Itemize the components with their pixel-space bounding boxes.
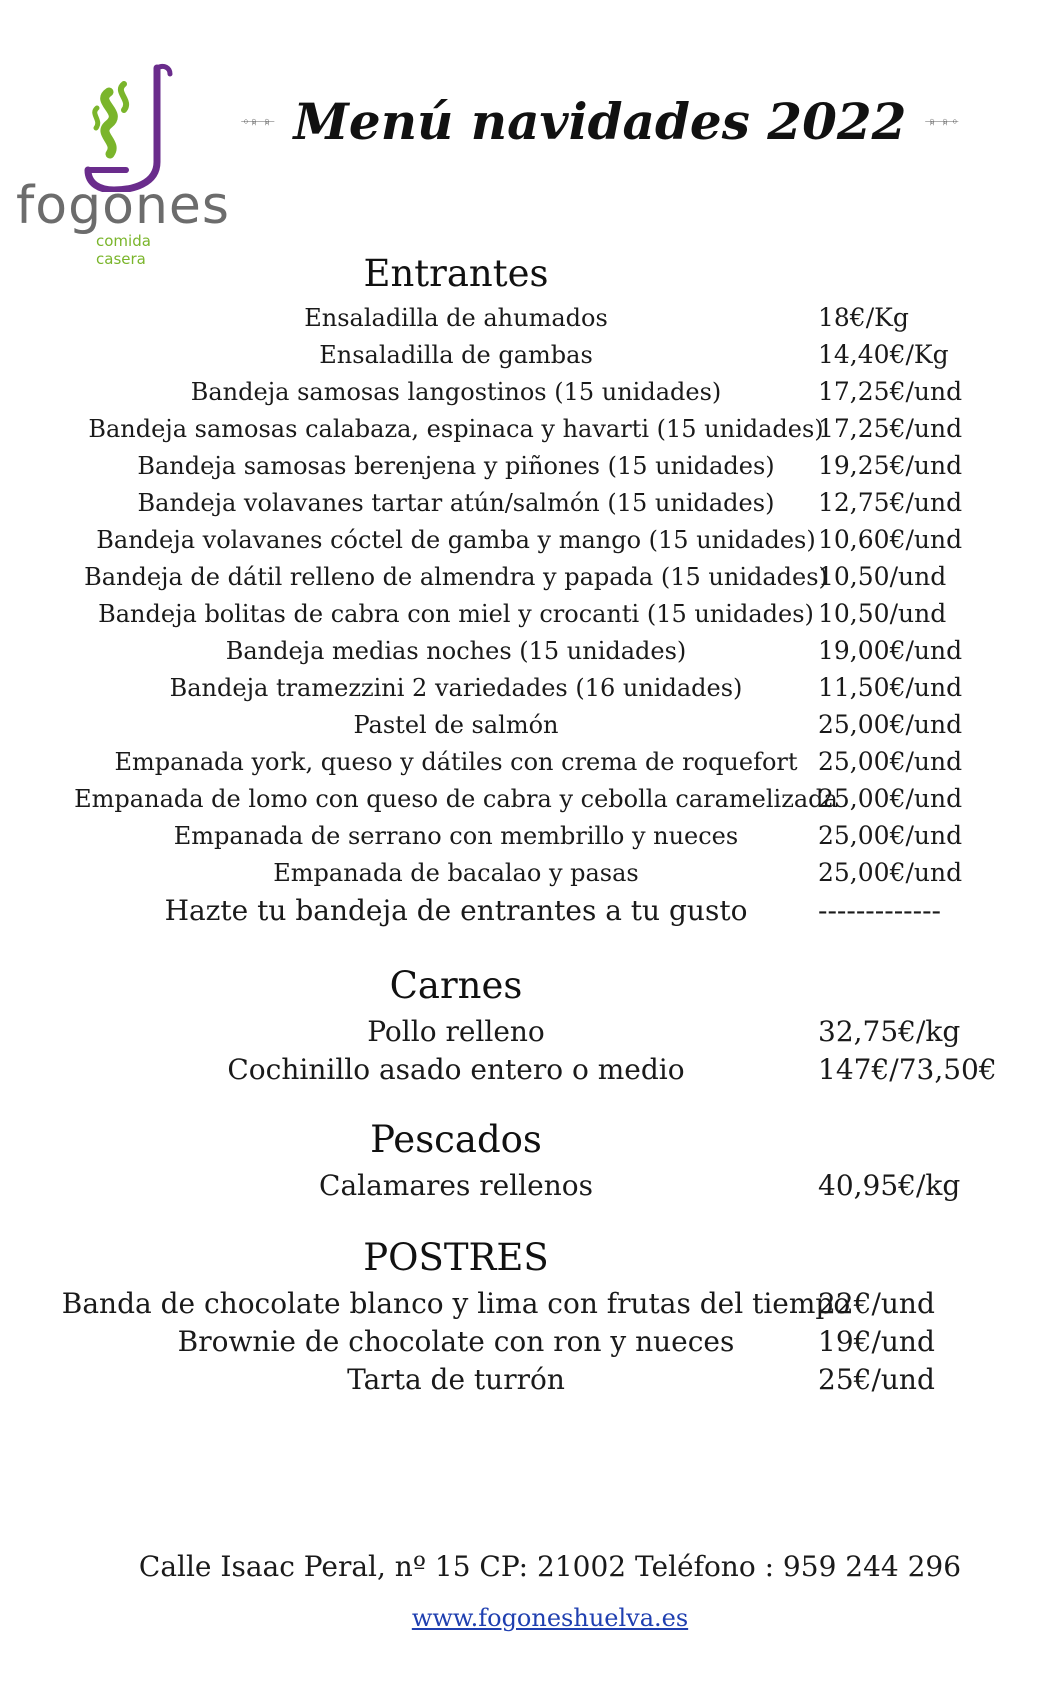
menu-item <box>0 855 1050 891</box>
bow-ornament-icon <box>240 101 276 141</box>
menu-item <box>0 448 1050 484</box>
website-link[interactable]: www.fogoneshuelva.es <box>411 1604 689 1632</box>
footer-address: Calle Isaac Peral, nº 15 CP: 21002 Teléfono : 959 244 296 <box>138 1550 962 1583</box>
section-title-pescados: Pescados <box>370 1118 542 1161</box>
item-price: 147€/73,50€ <box>818 1053 997 1086</box>
item-price: 11,50€/und <box>818 673 963 702</box>
item-price: 25,00€/und <box>818 747 963 776</box>
item-price: 14,40€/Kg <box>818 340 949 369</box>
item-price: 19,00€/und <box>818 636 963 665</box>
item-name: Bandeja volavanes cóctel de gamba y mango (15 unidades) <box>96 526 816 554</box>
menu-item <box>0 1286 1050 1322</box>
menu-item <box>0 374 1050 410</box>
item-name: Empanada de serrano con membrillo y nueces <box>173 822 739 850</box>
item-price: 19,25€/und <box>818 451 963 480</box>
item-price: ------------- <box>818 894 941 927</box>
menu-item <box>0 818 1050 854</box>
menu-item <box>0 300 1050 336</box>
item-name: Empanada de bacalao y pasas <box>273 859 639 887</box>
item-name: Bandeja medias noches (15 unidades) <box>225 637 687 665</box>
logo <box>14 62 230 268</box>
item-price: 25,00€/und <box>818 821 963 850</box>
item-name: Ensaladilla de ahumados <box>304 304 608 332</box>
item-name: Bandeja samosas calabaza, espinaca y havarti (15 unidades) <box>88 415 824 443</box>
item-name: Bandeja tramezzini 2 variedades (16 unidades) <box>169 674 743 702</box>
item-name: Cochinillo asado entero o medio <box>227 1053 685 1086</box>
item-name: Bandeja samosas langostinos (15 unidades) <box>190 378 722 406</box>
item-name: Brownie de chocolate con ron y nueces <box>177 1325 735 1358</box>
item-name: Bandeja de dátil relleno de almendra y papada (15 unidades) <box>84 563 828 591</box>
menu-item <box>0 633 1050 669</box>
item-price: 17,25€/und <box>818 377 963 406</box>
section-title-entrantes: Entrantes <box>363 252 549 295</box>
item-name: Ensaladilla de gambas <box>319 341 593 369</box>
menu-item <box>0 559 1050 595</box>
item-name: Pollo relleno <box>367 1015 545 1048</box>
item-name: Bandeja samosas berenjena y piñones (15 unidades) <box>137 452 775 480</box>
menu-item <box>0 781 1050 817</box>
section-title-carnes: Carnes <box>389 964 523 1007</box>
item-price: 12,75€/und <box>818 488 963 517</box>
item-name: Hazte tu bandeja de entrantes a tu gusto <box>164 894 748 927</box>
menu-item <box>0 485 1050 521</box>
ladle-steam-icon <box>14 62 204 192</box>
item-name: Pastel de salmón <box>353 711 559 739</box>
item-price: 25,00€/und <box>818 784 963 813</box>
logo-tagline: comida casera <box>96 232 151 268</box>
menu-item <box>0 337 1050 373</box>
item-price: 40,95€/kg <box>818 1169 961 1202</box>
menu-item <box>0 707 1050 743</box>
item-price: 25,00€/und <box>818 858 963 887</box>
website-link-wrapper <box>0 1604 1050 1632</box>
item-price: 18€/Kg <box>818 303 909 332</box>
menu-item <box>0 670 1050 706</box>
item-name: Bandeja volavanes tartar atún/salmón (15 unidades) <box>137 489 775 517</box>
menu-item <box>0 411 1050 447</box>
item-name: Banda de chocolate blanco y lima con frutas del tiempo <box>61 1287 851 1320</box>
item-price: 19€/und <box>818 1325 935 1358</box>
item-price: 10,50/und <box>818 562 947 591</box>
item-name: Tarta de turrón <box>347 1363 565 1396</box>
item-name: Empanada york, queso y dátiles con crema de roquefort <box>114 748 798 776</box>
item-name: Calamares rellenos <box>319 1169 593 1202</box>
menu-item <box>0 744 1050 780</box>
bow-ornament-icon <box>924 101 960 141</box>
item-price: 25,00€/und <box>818 710 963 739</box>
menu-item <box>0 1362 1050 1398</box>
item-price: 32,75€/kg <box>818 1015 961 1048</box>
item-price: 10,50/und <box>818 599 947 628</box>
item-price: 22€/und <box>818 1287 935 1320</box>
section-title-postres: POSTRES <box>363 1236 549 1279</box>
menu-item <box>0 1052 1050 1088</box>
menu-item <box>0 1168 1050 1204</box>
item-name: Empanada de lomo con queso de cabra y cebolla caramelizada <box>74 785 838 813</box>
item-price: 25€/und <box>818 1363 935 1396</box>
item-name: Bandeja bolitas de cabra con miel y crocanti (15 unidades) <box>98 600 814 628</box>
menu-item <box>0 1014 1050 1050</box>
item-price: 17,25€/und <box>818 414 963 443</box>
menu-item <box>0 893 1050 929</box>
menu-title-row <box>240 86 960 156</box>
logo-name: fogones <box>16 176 230 236</box>
menu-item <box>0 1324 1050 1360</box>
menu-item <box>0 522 1050 558</box>
menu-title: Menú navidades 2022 <box>293 91 907 151</box>
item-price: 10,60€/und <box>818 525 963 554</box>
menu-item <box>0 596 1050 632</box>
